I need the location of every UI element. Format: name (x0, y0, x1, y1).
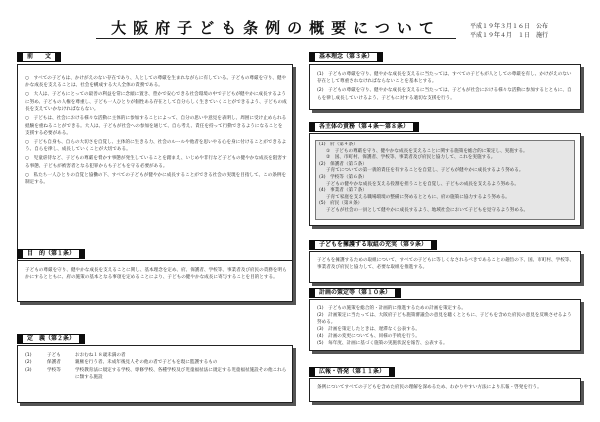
plan-text (317, 305, 575, 349)
plan-line: (3) 計画を策定したときは、遅滞なく公表する。 (317, 327, 420, 332)
plan-label: 計画の策定等（第１０条） (309, 288, 401, 298)
definitions-box (17, 335, 293, 403)
preamble-paragraph: ○ 大人は、子どもにとっての最善の利益を常に念頭に置き、豊かで安心できる社会環境の中で子どもが健やかに成長するように努め、子どもの人権を尊重し、子ども一人ひとりが個性ある存在として自分らしく生きていくことができるよう、子どもの成長を支えていかなければならない。 (25, 92, 287, 113)
preamble-paragraph: ○ 児童虐待など、子どもの尊厳を脅かす事態が発生していることを踏まえ、いじめや非行など子どもの健やかな成長を阻害する事態、子どもが被害者となる犯罪からも子どもを守る必要がある。 (25, 156, 287, 169)
duty-head: (5) 府民（第８条） (319, 201, 363, 207)
principles-paragraph: (1) 子どもの尊厳を守り、健やかな成長を支えるに当たっては、すべての子どもが人としての尊厳を有し、かけがえのない存在として尊重されなければならないことを基本とする。 (317, 72, 572, 85)
purpose-text: 子どもの尊厳を守り、健やかな成長を支えることに関し、基本理念を定め、府、保護者、学校等、事業者及び府民の責務を明らかにするとともに、府の施策の基本となる事項を定めることにより、子どもの健やかな成長に寄与することを目的とする。 (25, 268, 287, 281)
preamble-paragraph: ○ 子どもは、社会における様々な活動に主体的に参加することによって、自分の思いや意見を表明し、周囲に受け止められる経験を重ねることができる。大人は、子どもが社会への参加を通じて、自ら考え、責任を持って行動できるようになることを支援する必要がある。 (25, 116, 287, 137)
definition-row: (3) 学校等 学校教育法に規定する学校、専修学校、各種学校及び児童福祉法に規定する児童福祉施設その他これらに類する施設 (25, 367, 287, 381)
plan-line: (2) 計画策定に当たっては、大阪府子ども施策審議会の意見を聴くとともに、子どもを含めた府民の意見を反映させるよう努める。 (317, 313, 572, 325)
duty-head: (3) 学校等（第６条） (319, 174, 367, 180)
duty-head: (2) 保護者（第５条） (319, 161, 367, 167)
definitions-text (25, 352, 287, 400)
preamble-paragraph: ○ 私たち一人ひとりの自覚と協働の下、すべての子どもが健やかに成長することができる社会の実現を目指して、この条例を制定する。 (25, 172, 287, 186)
preamble-paragraph: ○ すべての子どもは、かけがえのない存在であり、人としての尊厳を生まれながらに有している。子どもの尊厳を守り、健やかな成長を支えることは、社会を構成する大人全体の責務である。 (25, 76, 287, 89)
publicity-text: 条例についてすべての子どもを含めた府民の理解を深めるため、わかりやすい方法により広報・啓発を行う。 (317, 385, 542, 390)
date-effective: 平成１９年４月 １日 施行 (470, 32, 549, 39)
principles-label: 基本理念（第３条） (309, 52, 383, 62)
plan-line: (5) 毎年度、計画に基づく施策の実施状況を報告、公表する。 (317, 341, 448, 346)
principles-paragraph: (2) 子どもの尊厳を守り、健やかな成長を支えるに当たっては、子どもが社会における様々な活動に参加するとともに、自らを律し成長していけるよう、子どもに対する適切な支援を行う。 (317, 88, 572, 101)
duty-line: 子育てについての第一義的責任を有することを自覚し、子どもが健やかに成長するよう努める。 (326, 168, 524, 174)
date-enacted: 平成１９年３月１６日 公布 (470, 23, 549, 30)
duty-line: 子どもの健やかな成長を支える役割を担うことを自覚し、子どもの成長を支えるよう努める。 (326, 181, 519, 187)
duty-head: (1) 府（第４条） (319, 142, 358, 147)
publicity-box (309, 368, 581, 402)
duty-line: ② 国、市町村、保護者、学校等、事業者及び府民と協力して、これを実施する。 (326, 155, 496, 161)
duty-line: 子育て家庭を支える職場環境の整備に努めるとともに、府の施策に協力するよう努める。 (326, 194, 510, 200)
page-title: 大阪府子ども条例の概要について (111, 19, 441, 37)
duty-head: (4) 事業者（第７条） (319, 188, 367, 194)
duty-line: 子どもが社会の一員として健やかに成長するよう、地域社会において子どもを見守るよう努める。 (326, 207, 529, 213)
plan-line: (1) 子どもの施策を総合的・計画的に推進するための計画を策定する。 (317, 306, 466, 311)
preamble-label: 前 文 (17, 52, 61, 62)
date-block (470, 22, 548, 40)
title-underline (96, 38, 456, 39)
definition-row: (2) 保護者 親権を行う者、未成年後見人その他の者で子どもを現に監護するもの (25, 360, 218, 366)
plan-line: (4) 計画の変更についても、同様の手続を行う。 (317, 334, 420, 339)
principles-box (309, 53, 581, 110)
plan-box (309, 289, 581, 351)
duty-line: ① 子どもの尊厳を守り、健やかな成長を支えることに関する施策を総合的に策定し、実施する。 (326, 148, 528, 154)
measures-box (309, 241, 581, 283)
publicity-label: 広報・啓発（第１１条） (309, 367, 395, 377)
purpose-box (17, 250, 293, 302)
duties-box (309, 123, 581, 226)
definitions-label: 定 義（第２条） (17, 334, 85, 344)
preamble-paragraph: ○ 子ども自身も、自らの大切さを自覚し、主体的に生きる力、社会のルールや他者を思いやる心を身に付けることができるよう、自らを律し、成長していくことが大切である。 (25, 140, 287, 153)
definition-row: (1) 子ども おおむね１８歳未満の者 (25, 353, 126, 358)
purpose-label: 目 的（第１条） (17, 249, 85, 259)
duties-text (319, 142, 571, 218)
principles-text (317, 71, 575, 107)
measures-label: 子どもを擁護する取組の充実（第９条） (309, 240, 437, 250)
measures-text: 子どもを擁護するための取組について、すべての子どもに等しくなされるべきであることの趣旨の下、国、市町村、学校等、事業者及び府民と協力して、必要な取組を推進する。 (317, 258, 574, 271)
duties-label: 各主体の責務（第４条〜第８条） (309, 122, 419, 132)
